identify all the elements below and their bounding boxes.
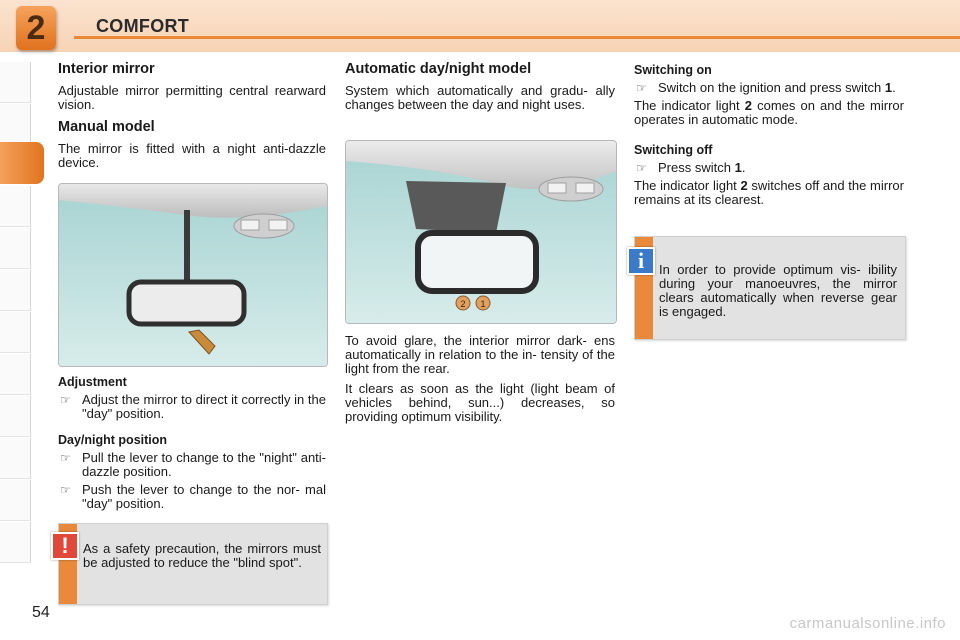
switching-off-text-end: switches off and the mirror remains at its clearest. [634,178,904,207]
switching-on-text-start: The indicator light [634,98,745,113]
switching-on-bullet-end: . [892,80,896,95]
watermark: carmanualsonline.info [789,615,946,632]
side-tab[interactable] [0,62,31,103]
chapter-badge: 2 [16,6,56,50]
switching-on-bullet [634,81,904,95]
clears-text: It clears as soon as the light (light beam of vehicles behind, sun...) decreases, so providing optimum visibility. [345,381,615,424]
indicator-number: 2 [740,178,748,193]
adjustment-bullet-text: Adjust the mirror to direct it correctly in the "day" position. [82,392,326,421]
switching-off-text-start: The indicator light [634,178,741,193]
info-note [634,236,906,340]
day-night-bullet-text: Push the lever to change to the nor- mal "day" position. [82,482,326,511]
adjustment-heading: Adjustment [58,375,127,389]
day-night-bullet [58,451,326,479]
side-tab[interactable] [0,104,31,145]
info-icon: i [627,247,655,275]
side-tab[interactable] [0,312,31,353]
switching-off-bullet [634,161,904,175]
switching-off-bullet-text: Press switch [658,160,735,175]
auto-model-text: System which automatically and gradu- ally changes between the day and night uses. [345,83,615,112]
indicator-number: 2 [744,98,752,113]
left-column-top [58,62,326,176]
interior-mirror-text: Adjustable mirror permitting central rearward vision. [58,83,326,112]
side-tab[interactable] [0,228,31,269]
pointing-hand-icon: ☞ [60,483,71,497]
pointing-hand-icon: ☞ [60,451,71,465]
info-text: In order to provide optimum vis- ibility during your manoeuvres, the mirror clears automatically when reverse gear is engaged. [659,262,897,319]
manual-mirror-illustration [58,183,328,367]
interior-mirror-heading: Interior mirror [58,61,155,77]
switching-off-bullet-end: . [741,160,746,175]
warning-text: As a safety precaution, the mirrors must be adjusted to reduce the "blind spot". [83,541,321,570]
warning-note [58,523,328,605]
side-tab[interactable] [0,354,31,395]
pointing-hand-icon: ☞ [60,393,71,407]
switching-off-text [634,179,904,207]
exclamation-icon: ! [51,532,79,560]
side-tab[interactable] [0,480,31,521]
side-tab[interactable] [0,522,31,563]
chapter-title: COMFORT [96,16,190,36]
callout-1: 1 [480,299,486,309]
side-tab[interactable] [0,270,31,311]
switching-off-heading: Switching off [634,143,713,157]
switching-on-bullet-text: Switch on the ignition and press switch [658,80,885,95]
switching-on-text-end: comes on and the mirror operates in automatic mode. [634,98,904,127]
side-tab[interactable] [0,396,31,437]
side-tab[interactable] [0,186,31,227]
side-tab-active[interactable] [0,142,44,184]
header-rule [74,36,960,39]
callout-2: 2 [460,299,466,309]
page-number: 54 [32,604,50,621]
pointing-hand-icon: ☞ [636,161,647,175]
switching-on-heading: Switching on [634,63,712,77]
side-tab[interactable] [0,438,31,479]
left-column-bottom [58,375,326,515]
day-night-bullet-text: Pull the lever to change to the "night" anti-dazzle position. [82,450,326,479]
middle-column-top [345,62,615,118]
auto-mirror-drawing [346,141,616,323]
manual-model-heading: Manual model [58,119,155,135]
switching-on-text [634,99,904,127]
adjustment-bullet [58,393,326,421]
day-night-bullet [58,483,326,511]
day-night-heading: Day/night position [58,433,168,447]
auto-model-heading: Automatic day/night model [345,61,532,77]
middle-column-bottom [345,334,615,430]
chapter-side-tabs [0,62,32,582]
right-column [634,63,904,213]
manual-model-text: The mirror is fitted with a night anti-dazzle device. [58,141,326,170]
glare-text: To avoid glare, the interior mirror dark- ens automatically in relation to the in- tensity of the light from the rear. [345,333,615,376]
manual-mirror-drawing [59,184,327,366]
switch-number: 1 [734,160,742,175]
switch-number: 1 [884,80,893,95]
auto-mirror-illustration [345,140,617,324]
pointing-hand-icon: ☞ [636,81,647,95]
